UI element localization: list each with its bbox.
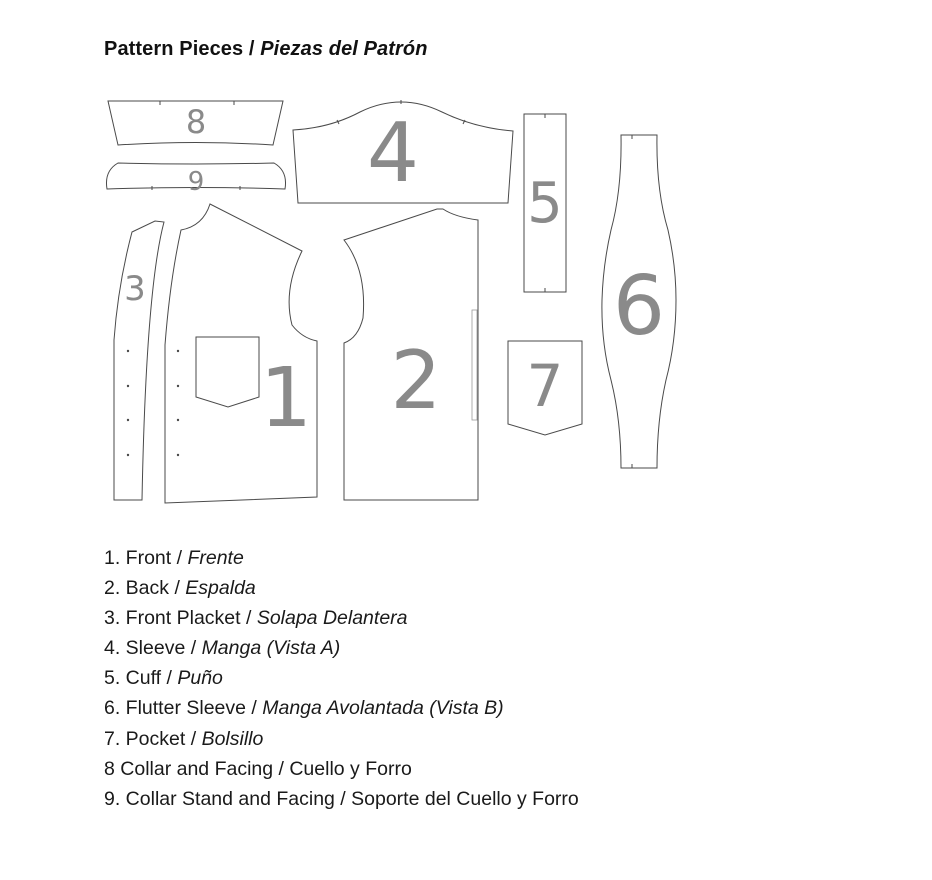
piece-6-flutter-sleeve [602,135,676,468]
piece-9-collar-stand [106,163,285,197]
piece-4-sleeve [293,100,513,203]
page-title-english: Pattern Pieces / [104,38,261,60]
legend-item: 7. Pocket / Bolsillo [104,727,264,750]
piece-8-number: 8 [185,103,207,141]
piece-9-number: 9 [187,167,205,197]
legend-item: 8 Collar and Facing / Cuello y Forro [104,757,412,780]
piece-3-number: 3 [124,269,146,309]
piece-1-number: 1 [259,351,313,446]
piece-7-number: 7 [526,352,564,420]
piece-8-collar [108,101,283,145]
legend-item: 2. Back / Espalda [104,577,256,600]
legend-item: 1. Front / Frente [104,547,244,569]
legend-item: 4. Sleeve / Manga (Vista A) [104,637,341,660]
piece-7-pocket [508,341,582,435]
legend-item: 3. Front Placket / Solapa Delantera [104,607,408,630]
piece-2-number: 2 [390,334,442,427]
page-title-spanish: Piezas del Patrón [260,38,428,60]
piece-1-pocket-placement [196,337,259,407]
legend-item: 9. Collar Stand and Facing / Soporte del Cuello y Forro [104,787,579,810]
legend-item: 6. Flutter Sleeve / Manga Avolantada (Vista B) [104,697,504,720]
piece-6-number: 6 [612,259,666,354]
piece-5-cuff [524,114,566,292]
piece-5-number: 5 [527,171,563,236]
piece-4-number: 4 [366,106,420,201]
piece-2-back [344,209,478,500]
piece-3-front-placket [114,221,164,500]
legend-item: 5. Cuff / Puño [104,667,223,690]
pieces-legend [104,543,579,814]
piece-1-front [165,204,317,503]
